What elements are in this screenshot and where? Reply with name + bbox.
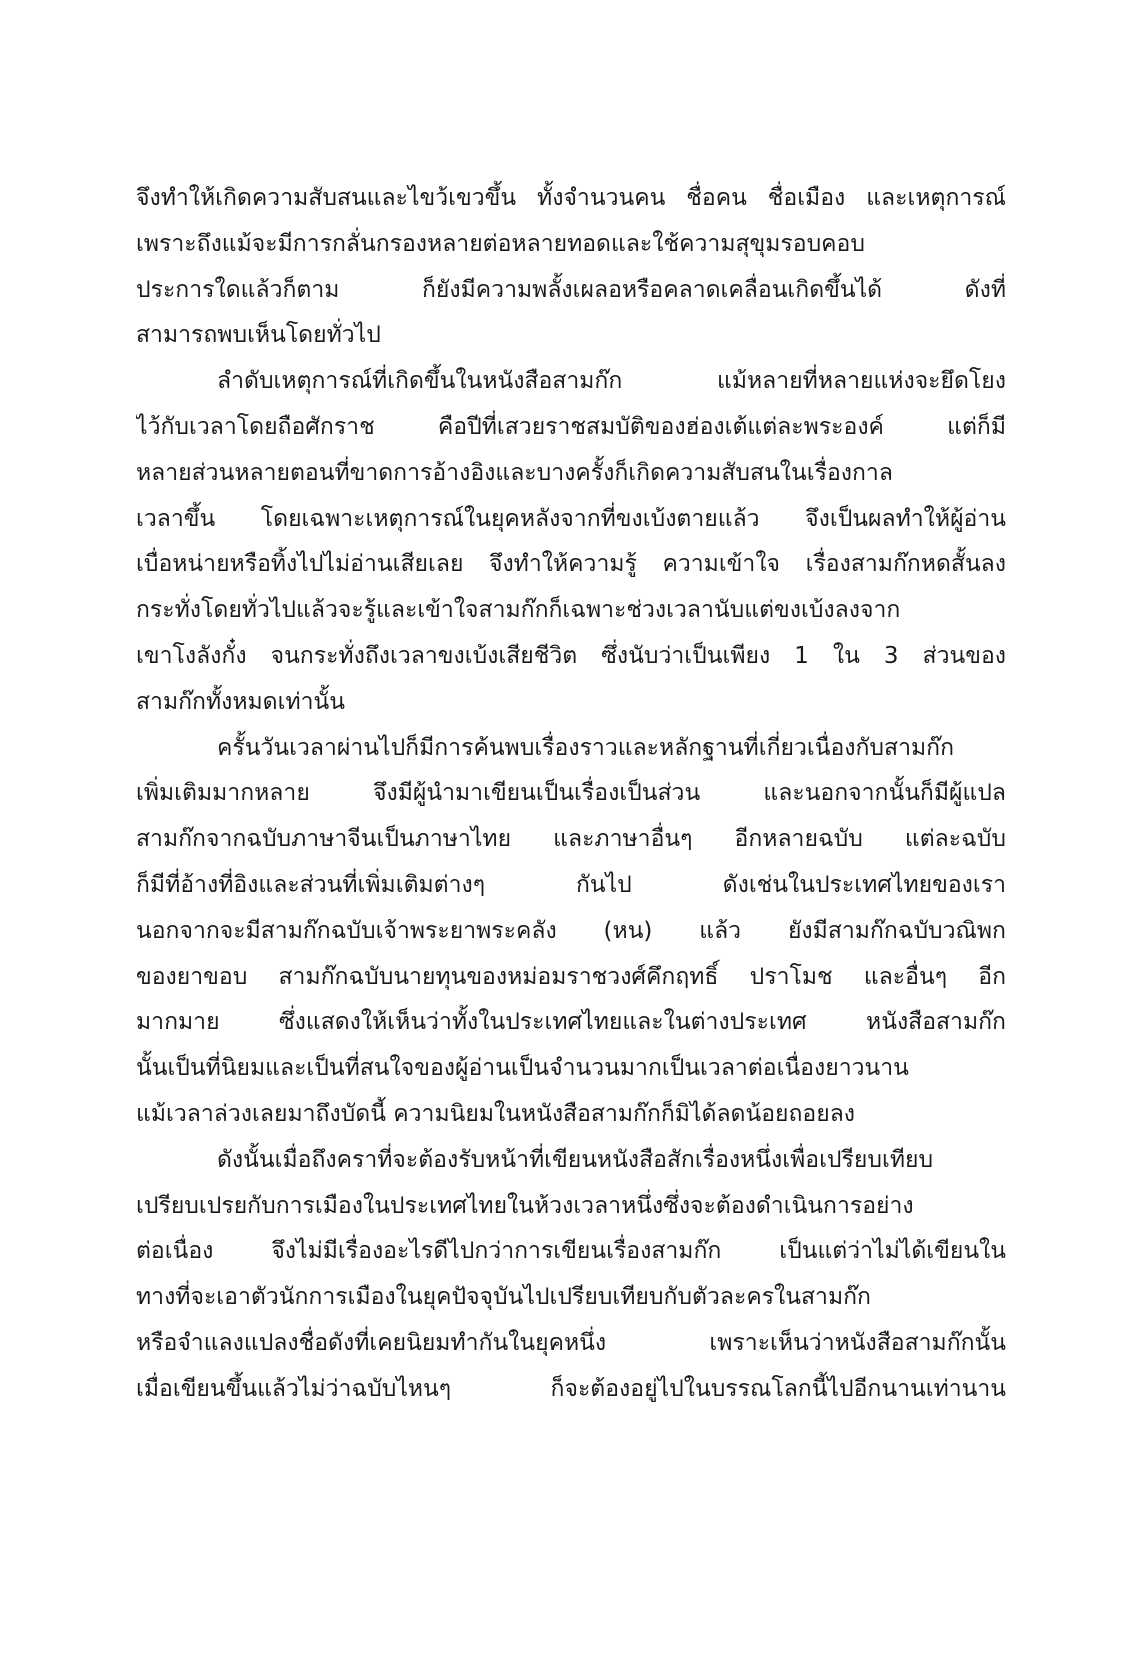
text-line: นั้นเป็นที่นิยมและเป็นที่สนใจของผู้อ่านเป็นจำนวนมากเป็นเวลาต่อเนื่องยาวนาน — [136, 1055, 909, 1082]
body-text — [136, 176, 1006, 1413]
text-line: นอกจากจะมีสามก๊กฉบับเจ้าพระยาพระคลัง (หน) แล้ว ยังมีสามก๊กฉบับวณิพก — [136, 917, 1006, 944]
text-line: เบื่อหน่ายหรือทิ้งไปไม่อ่านเสียเลย จึงทำให้ความรู้ ความเข้าใจ เรื่องสามก๊กหดสั้นลง — [136, 551, 1006, 578]
text-line: ก็มีที่อ้างที่อิงและส่วนที่เพิ่มเติมต่างๆ กันไป ดังเช่นในประเทศไทยของเรา — [136, 871, 1006, 898]
text-line: เขาโงลังกั๋ง จนกระทั่งถึงเวลาขงเบ้งเสียชีวิต ซึ่งนับว่าเป็นเพียง 1 ใน 3 ส่วนของ — [136, 642, 1006, 669]
text-line: ดังนั้นเมื่อถึงคราที่จะต้องรับหน้าที่เขียนหนังสือสักเรื่องหนึ่งเพื่อเปรียบเทียบ — [217, 1146, 934, 1173]
paragraph-4 — [136, 1138, 1006, 1413]
text-line: แม้เวลาล่วงเลยมาถึงบัดนี้ ความนิยมในหนังสือสามก๊กก็มิได้ลดน้อยถอยลง — [136, 1100, 856, 1127]
text-line: ของยาขอบ สามก๊กฉบับนายทุนของหม่อมราชวงศ์คึกฤทธิ์ ปราโมช และอื่นๆ อีก — [136, 963, 1006, 990]
text-line: หลายส่วนหลายตอนที่ขาดการอ้างอิงและบางครั้งก็เกิดความสับสนในเรื่องกาล — [136, 459, 893, 486]
text-line: เปรียบเปรยกับการเมืองในประเทศไทยในห้วงเวลาหนึ่งซึ่งจะต้องดำเนินการอย่าง — [136, 1192, 914, 1219]
paragraph-3 — [136, 726, 1006, 1138]
text-line: เพิ่มเติมมากหลาย จึงมีผู้นำมาเขียนเป็นเรื่องเป็นส่วน และนอกจากนั้นก็มีผู้แปล — [136, 780, 1006, 807]
text-line: ต่อเนื่อง จึงไม่มีเรื่องอะไรดีไปกว่าการเขียนเรื่องสามก๊ก เป็นแต่ว่าไม่ได้เขียนใน — [136, 1238, 1006, 1265]
text-line: ลำดับเหตุการณ์ที่เกิดขึ้นในหนังสือสามก๊ก แม้หลายที่หลายแห่งจะยึดโยง — [217, 368, 1006, 395]
paragraph-2 — [136, 359, 1006, 725]
paragraph-1 — [136, 176, 1006, 359]
text-line: สามารถพบเห็นโดยทั่วไป — [136, 322, 381, 349]
text-line: เมื่อเขียนขึ้นแล้วไม่ว่าฉบับไหนๆ ก็จะต้องอยู่ไปในบรรณโลกนี้ไปอีกนานเท่านาน — [136, 1375, 1006, 1402]
text-line: ไว้กับเวลาโดยถือศักราช คือปีที่เสวยราชสมบัติของฮ่องเต้แต่ละพระองค์ แต่ก็มี — [136, 413, 1006, 440]
text-line: เวลาขึ้น โดยเฉพาะเหตุการณ์ในยุคหลังจากที่ขงเบ้งตายแล้ว จึงเป็นผลทำให้ผู้อ่าน — [136, 505, 1006, 532]
text-line: สามก๊กทั้งหมดเท่านั้น — [136, 688, 345, 715]
text-line: ประการใดแล้วก็ตาม ก็ยังมีความพลั้งเผลอหรือคลาดเคลื่อนเกิดขึ้นได้ ดังที่ — [136, 276, 1006, 303]
text-line: สามก๊กจากฉบับภาษาจีนเป็นภาษาไทย และภาษาอื่นๆ อีกหลายฉบับ แต่ละฉบับ — [136, 826, 1006, 853]
text-line: เพราะถึงแม้จะมีการกลั่นกรองหลายต่อหลายทอดและใช้ความสุขุมรอบคอบ — [136, 230, 865, 257]
text-line: หรือจำแลงแปลงชื่อดังที่เคยนิยมทำกันในยุคหนึ่ง เพราะเห็นว่าหนังสือสามก๊กนั้น — [136, 1329, 1006, 1356]
text-line: มากมาย ซึ่งแสดงให้เห็นว่าทั้งในประเทศไทยและในต่างประเทศ หนังสือสามก๊ก — [136, 1009, 1006, 1036]
text-line: ครั้นวันเวลาผ่านไปก็มีการค้นพบเรื่องราวและหลักฐานที่เกี่ยวเนื่องกับสามก๊ก — [217, 734, 954, 761]
text-line: กระทั่งโดยทั่วไปแล้วจะรู้และเข้าใจสามก๊กก็เฉพาะช่วงเวลานับแต่ขงเบ้งลงจาก — [136, 597, 901, 624]
text-line: จึงทำให้เกิดความสับสนและไขว้เขวขึ้น ทั้งจำนวนคน ชื่อคน ชื่อเมือง และเหตุการณ์ — [136, 185, 1006, 211]
text-line: ทางที่จะเอาตัวนักการเมืองในยุคปัจจุบันไปเปรียบเทียบกับตัวละครในสามก๊ก — [136, 1284, 871, 1311]
